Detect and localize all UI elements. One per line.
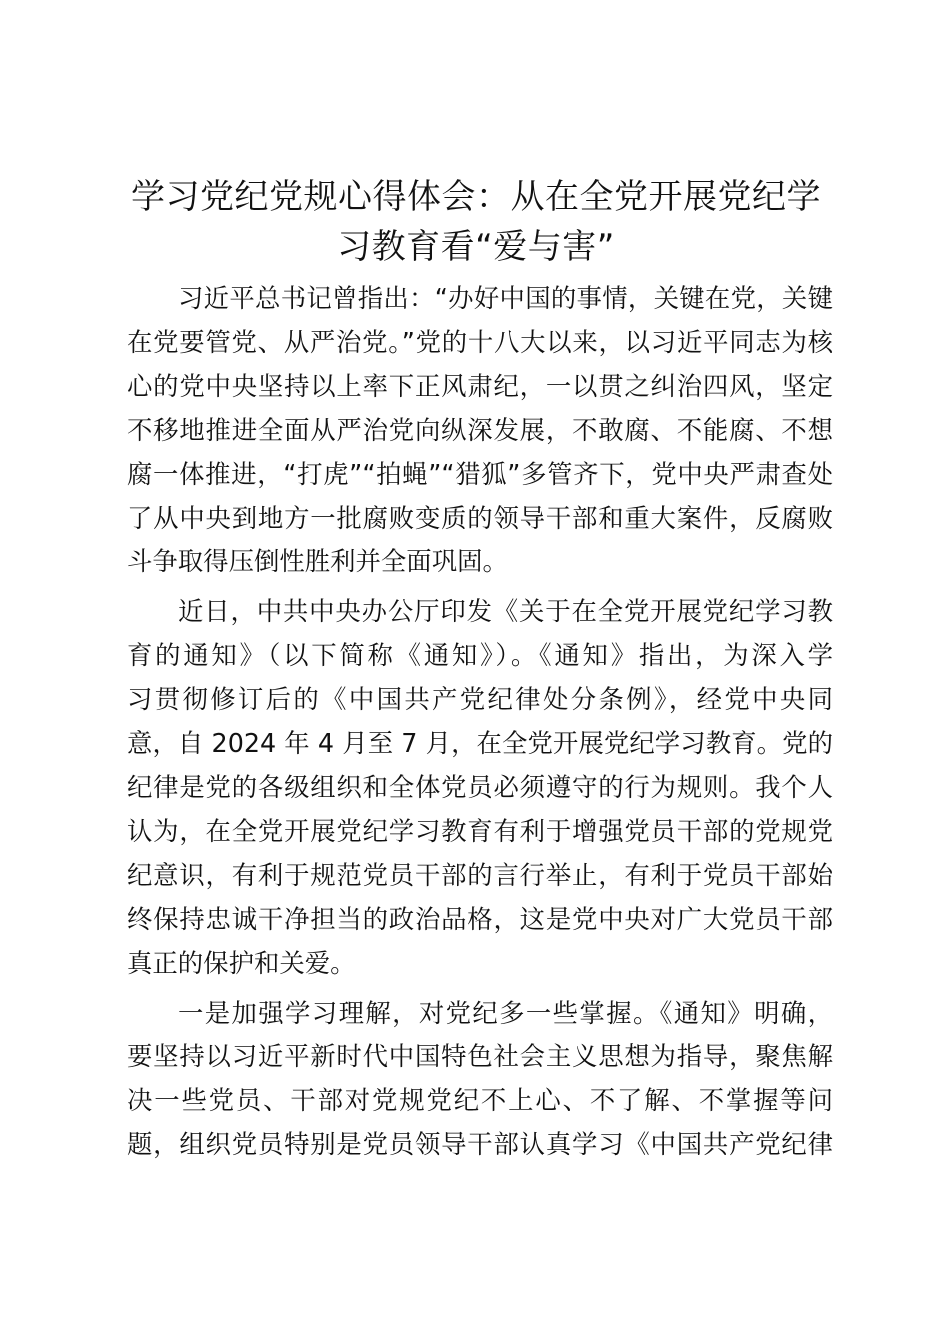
text-line: 纪意识，有利于规范党员干部的言行举止，有利于党员干部始	[127, 859, 833, 890]
text-line: 近日，中共中央办公厅印发《关于在全党开展党纪学习教	[178, 596, 833, 627]
paragraph-1	[127, 277, 833, 584]
text-line: 题，组织党员特别是党员领导干部认真学习《中国共产党纪律	[127, 1129, 833, 1160]
text-line: 在党要管党、从严治党。”党的十八大以来，以习近平同志为核	[127, 326, 833, 357]
text-line: 育的通知》（以下简称《通知》）。《通知》指出，为深入学	[127, 640, 833, 671]
text-line: 心的党中央坚持以上率下正风肃纪，一以贯之纠治四风，坚定	[127, 370, 833, 401]
paragraph-2	[127, 590, 833, 985]
text-line: 腐一体推进，“打虎”“拍蝇”“猎狐”多管齐下，党中央严肃查处	[127, 458, 833, 489]
text-line: 真正的保护和关爱。	[127, 947, 356, 978]
text-line: 不移地推进全面从严治党向纵深发展，不敢腐、不能腐、不想	[127, 414, 833, 445]
text-line: 决一些党员、干部对党规党纪不上心、不了解、不掌握等问	[127, 1085, 833, 1116]
text-line: 认为，在全党开展党纪学习教育有利于增强党员干部的党规党	[127, 815, 833, 846]
document-title	[120, 172, 832, 272]
text-line: 意，自 2024 年 4 月至 7 月，在全党开展党纪学习教育。党的	[127, 728, 833, 759]
text-line: 要坚持以习近平新时代中国特色社会主义思想为指导，聚焦解	[127, 1041, 833, 1072]
text-line: 了从中央到地方一批腐败变质的领导干部和重大案件，反腐败	[127, 502, 833, 533]
paragraph-3	[127, 992, 833, 1168]
text-line: 一是加强学习理解，对党纪多一些掌握。《通知》明确，	[178, 997, 833, 1028]
text-line: 习近平总书记曾指出：“办好中国的事情，关键在党，关键	[178, 283, 833, 313]
text-line: 习贯彻修订后的《中国共产党纪律处分条例》，经党中央同	[127, 684, 833, 715]
text-line: 终保持忠诚干净担当的政治品格，这是党中央对广大党员干部	[127, 903, 833, 934]
title-line: 学习党纪党规心得体会：从在全党开展党纪学	[131, 177, 821, 217]
text-line: 纪律是党的各级组织和全体党员必须遵守的行为规则。我个人	[127, 771, 833, 802]
text-line: 斗争取得压倒性胜利并全面巩固。	[127, 546, 508, 577]
title-line: 习教育看“爱与害”	[337, 227, 615, 267]
document-body	[127, 277, 833, 1167]
